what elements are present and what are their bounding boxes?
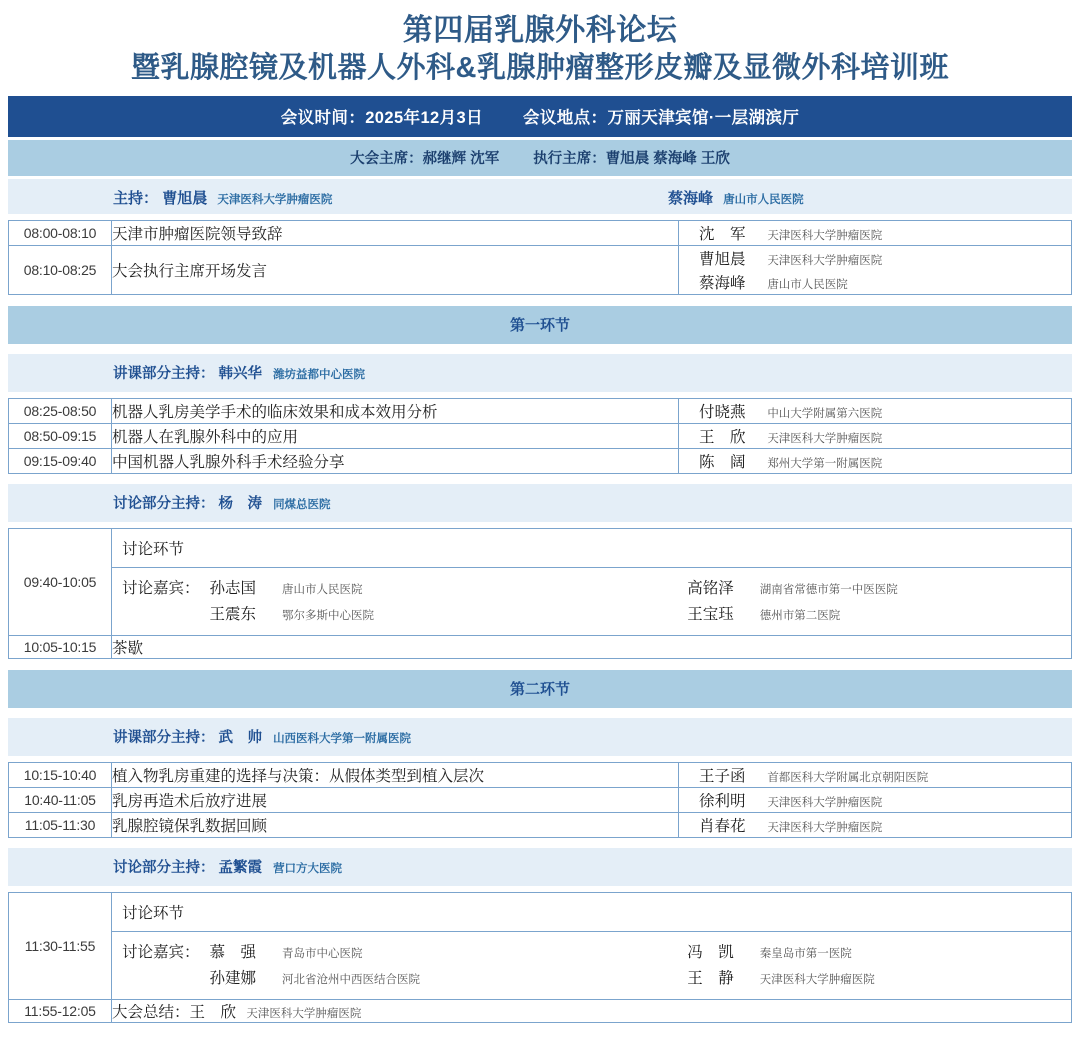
speaker-org: 天津医科大学肿瘤医院 (767, 229, 883, 242)
discussion-guests-label: 讨论嘉宾： (122, 943, 200, 961)
page-title (0, 0, 1080, 96)
discussion-title: 讨论环节 (112, 893, 1071, 932)
speaker-name: 肖春花 (699, 817, 746, 835)
table-row (9, 448, 1072, 473)
guest-row (200, 965, 636, 991)
discussion-columns (200, 575, 1071, 627)
row-time: 08:50-09:15 (9, 423, 112, 448)
speaker-org: 天津医科大学肿瘤医院 (767, 432, 883, 445)
guest-name: 孙志国 (209, 579, 257, 597)
row-topic: 植入物乳房重建的选择与决策：从假体类型到植入层次 (112, 762, 679, 787)
speaker-line (679, 449, 1071, 473)
row-time: 08:25-08:50 (9, 398, 112, 423)
guest-name: 王 静 (687, 969, 734, 987)
speaker-org: 天津医科大学肿瘤医院 (767, 254, 883, 267)
meeting-venue: 会议地点：万丽天津宾馆·一层湖滨厅 (522, 108, 800, 127)
lecture-moderator-2 (8, 718, 1072, 756)
discussion-moderator-name: 杨 涛 (218, 495, 263, 512)
title-line-2: 暨乳腺腔镜及机器人外科&乳腺肿瘤整形皮瓣及显微外科培训班 (131, 52, 949, 85)
lecture-moderator-name: 韩兴华 (218, 365, 263, 382)
discussion-column-left (200, 575, 636, 627)
guest-org: 鄂尔多斯中心医院 (281, 609, 374, 622)
speaker-line (679, 763, 1071, 787)
row-speaker (679, 787, 1072, 812)
table-row (9, 635, 1072, 658)
discussion-title: 讨论环节 (112, 529, 1071, 568)
speaker-line (679, 246, 1071, 270)
discussion-table-1 (8, 528, 1072, 659)
row-time: 10:05-10:15 (9, 635, 112, 658)
executive-chair: 执行主席：曹旭晨 蔡海峰 王欣 (533, 150, 730, 167)
guest-org: 秦皇岛市第一医院 (759, 947, 852, 960)
row-speaker (679, 762, 1072, 787)
row-time: 09:40-10:05 (9, 528, 112, 635)
speaker-line (679, 270, 1071, 294)
row-time: 10:40-11:05 (9, 787, 112, 812)
general-chair: 大会主席：郝继辉 沈军 (350, 150, 500, 167)
guest-row (677, 575, 1071, 601)
speaker-name: 王子函 (699, 767, 746, 785)
row-time: 11:30-11:55 (9, 892, 112, 999)
row-speaker (679, 423, 1072, 448)
speaker-org: 唐山市人民医院 (767, 278, 848, 291)
lecture-moderator-label: 讲课部分主持： (113, 365, 215, 382)
discussion-moderator-org: 同煤总医院 (273, 498, 331, 511)
speaker-org: 中山大学附属第六医院 (767, 407, 883, 420)
discussion-guests-label: 讨论嘉宾： (122, 579, 200, 597)
meeting-time: 会议时间：2025年12月3日 (280, 108, 483, 127)
guest-org: 德州市第二医院 (759, 609, 841, 622)
lecture-moderator-org: 山西医科大学第一附属医院 (273, 732, 412, 745)
speaker-org: 天津医科大学肿瘤医院 (767, 821, 883, 834)
opening-host-label: 主持： (113, 189, 159, 207)
opening-host-2-name: 蔡海峰 (668, 189, 714, 207)
speaker-line (679, 221, 1071, 245)
guest-name: 冯 凯 (687, 943, 734, 961)
discussion-moderator-1 (8, 484, 1072, 522)
discussion-moderator-org: 营口方大医院 (273, 862, 343, 875)
row-topic: 中国机器人乳腺外科手术经验分享 (112, 448, 679, 473)
discussion-table-2 (8, 892, 1072, 1023)
discussion-columns (200, 939, 1071, 991)
discussion-moderator-name: 孟繁霞 (218, 859, 263, 876)
guest-row (200, 575, 636, 601)
lecture-moderator-label: 讲课部分主持： (113, 729, 215, 746)
speaker-line (679, 813, 1071, 837)
discussion-moderator-label: 讨论部分主持： (113, 859, 215, 876)
opening-host-right (668, 187, 804, 208)
row-topic: 乳腺腔镜保乳数据回顾 (112, 812, 679, 837)
speaker-name: 蔡海峰 (699, 274, 746, 292)
row-speaker (679, 812, 1072, 837)
speaker-line (679, 424, 1071, 448)
speaker-name: 陈 阔 (699, 453, 746, 471)
guest-org: 天津医科大学肿瘤医院 (759, 973, 875, 986)
row-topic: 大会执行主席开场发言 (112, 245, 679, 294)
opening-host-1-name: 曹旭晨 (162, 189, 208, 207)
row-time: 08:10-08:25 (9, 245, 112, 294)
section-banner-1: 第一环节 (8, 306, 1072, 344)
row-topic: 机器人乳房美学手术的临床效果和成本效用分析 (112, 398, 679, 423)
summary-org: 天津医科大学肿瘤医院 (246, 1007, 362, 1020)
guest-org: 青岛市中心医院 (281, 947, 363, 960)
row-time: 08:00-08:10 (9, 220, 112, 245)
lectures-table-2 (8, 762, 1072, 838)
lecture-moderator-1 (8, 354, 1072, 392)
row-speaker (679, 398, 1072, 423)
discussion-body (112, 568, 1071, 635)
table-row (9, 423, 1072, 448)
row-topic (112, 999, 1072, 1022)
guest-name: 高铭泽 (687, 579, 734, 597)
guest-name: 慕 强 (209, 943, 257, 961)
row-topic: 天津市肿瘤医院领导致辞 (112, 220, 679, 245)
row-speaker (679, 448, 1072, 473)
discussion-cell (112, 528, 1072, 635)
guest-org: 唐山市人民医院 (281, 583, 363, 596)
speaker-line (679, 788, 1071, 812)
bottom-spacer (0, 1023, 1080, 1037)
speaker-org: 天津医科大学肿瘤医院 (767, 796, 883, 809)
table-row (9, 245, 1072, 294)
speaker-name: 曹旭晨 (699, 250, 746, 268)
lecture-moderator-name: 武 帅 (218, 729, 263, 746)
discussion-body (112, 932, 1071, 999)
discussion-column-right (635, 575, 1071, 627)
opening-host-1-org: 天津医科大学肿瘤医院 (217, 193, 333, 206)
speaker-name: 沈 军 (699, 225, 746, 243)
row-topic: 乳房再造术后放疗进展 (112, 787, 679, 812)
guest-name: 王宝珏 (687, 605, 734, 623)
speaker-line (679, 399, 1071, 423)
discussion-moderator-2 (8, 848, 1072, 886)
lectures-table-1 (8, 398, 1072, 474)
row-time: 10:15-10:40 (9, 762, 112, 787)
speaker-org: 首都医科大学附属北京朝阳医院 (767, 771, 929, 784)
table-row (9, 787, 1072, 812)
title-line-1: 第四届乳腺外科论坛 (402, 14, 678, 47)
row-time: 11:55-12:05 (9, 999, 112, 1022)
row-topic: 茶歇 (112, 635, 1072, 658)
guest-org: 湖南省常德市第一中医医院 (759, 583, 898, 596)
meta-bar (8, 96, 1072, 137)
table-row (9, 528, 1072, 635)
guest-row (200, 939, 636, 965)
row-topic: 机器人在乳腺外科中的应用 (112, 423, 679, 448)
row-time: 09:15-09:40 (9, 448, 112, 473)
chairs-bar (8, 140, 1072, 176)
discussion-column-left (200, 939, 636, 991)
speaker-name: 付晓燕 (699, 403, 746, 421)
guest-row (200, 601, 636, 627)
table-row (9, 892, 1072, 999)
row-time: 11:05-11:30 (9, 812, 112, 837)
discussion-moderator-label: 讨论部分主持： (113, 495, 215, 512)
opening-host-left (113, 187, 332, 208)
table-row (9, 762, 1072, 787)
table-row (9, 220, 1072, 245)
table-row (9, 398, 1072, 423)
table-row (9, 812, 1072, 837)
opening-table (8, 220, 1072, 295)
row-speaker (679, 220, 1072, 245)
guest-name: 王震东 (209, 605, 257, 623)
discussion-cell (112, 892, 1072, 999)
guest-row (677, 939, 1071, 965)
guest-name: 孙建娜 (209, 969, 257, 987)
guest-org: 河北省沧州中西医结合医院 (281, 973, 420, 986)
speaker-org: 郑州大学第一附属医院 (767, 457, 883, 470)
guest-row (677, 965, 1071, 991)
lecture-moderator-org: 潍坊益都中心医院 (273, 368, 366, 381)
opening-host-2-org: 唐山市人民医院 (723, 193, 804, 206)
speaker-name: 徐利明 (699, 792, 746, 810)
opening-hosts-bar (8, 179, 1072, 214)
table-row (9, 999, 1072, 1022)
section-banner-2: 第二环节 (8, 670, 1072, 708)
speaker-name: 王 欣 (699, 428, 746, 446)
row-speaker (679, 245, 1072, 294)
discussion-column-right (635, 939, 1071, 991)
summary-text: 大会总结：王 欣 (112, 1003, 237, 1021)
guest-row (677, 601, 1071, 627)
